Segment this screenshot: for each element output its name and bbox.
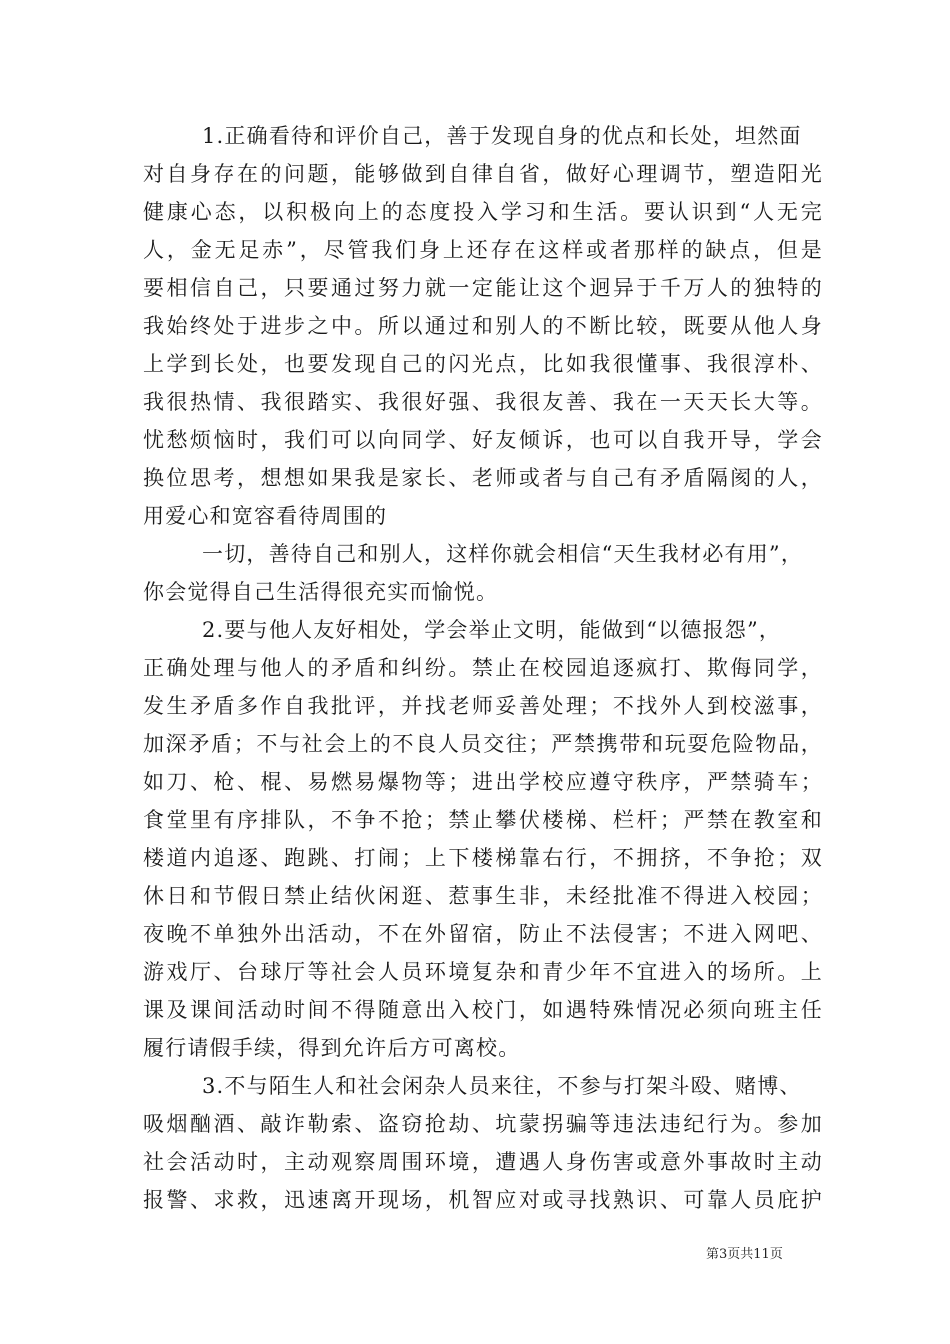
text-line: 一切，善待自己和别人，这样你就会相信“天生我材必有用”， — [202, 542, 804, 566]
text-line: 食堂里有序排队，不争不抢；禁止攀伏楼梯、栏杆；严禁在教室和 — [143, 808, 823, 832]
text-line: 报警、求救，迅速离开现场，机智应对或寻找熟识、可靠人员庇护 — [143, 1188, 823, 1212]
text-line: 履行请假手续，得到允许后方可离校。 — [143, 1036, 521, 1060]
text-line: 吸烟酗酒、敲诈勒索、盗窃抢劫、坑蒙拐骗等违法违纪行为。参加 — [143, 1112, 823, 1136]
page-number: 第3页共11页 — [706, 1247, 783, 1262]
text-line: 休日和节假日禁止结伙闲逛、惹事生非，未经批准不得进入校园； — [143, 884, 823, 908]
text-line: 3.不与陌生人和社会闲杂人员来往，不参与打架斗殴、赌博、 — [202, 1074, 802, 1098]
text-line: 正确处理与他人的矛盾和纠纷。禁止在校园追逐疯打、欺侮同学， — [143, 656, 823, 680]
text-line: 社会活动时，主动观察周围环境，遭遇人身伤害或意外事故时主动 — [143, 1150, 823, 1174]
text-line: 人，金无足赤”，尽管我们身上还存在这样或者那样的缺点，但是 — [143, 238, 823, 262]
text-line: 2.要与他人友好相处，学会举止文明，能做到“以德报怨”， — [202, 618, 782, 642]
text-line: 楼道内追逐、跑跳、打闹；上下楼梯靠右行，不拥挤，不争抢；双 — [143, 846, 823, 870]
text-line: 上学到长处，也要发现自己的闪光点，比如我很懂事、我很淳朴、 — [143, 352, 823, 376]
text-line: 用爱心和宽容看待周围的 — [143, 504, 388, 528]
text-line: 1.正确看待和评价自己，善于发现自身的优点和长处，坦然面 — [202, 124, 802, 148]
text-line: 游戏厅、台球厅等社会人员环境复杂和青少年不宜进入的场所。上 — [143, 960, 823, 984]
text-line: 健康心态，以积极向上的态度投入学习和生活。要认识到“人无完 — [143, 200, 823, 224]
text-line: 你会觉得自己生活得很充实而愉悦。 — [143, 580, 499, 604]
text-line: 换位思考，想想如果我是家长、老师或者与自己有矛盾隔阂的人， — [143, 466, 823, 490]
text-line: 要相信自己，只要通过努力就一定能让这个迥异于千万人的独特的 — [143, 276, 823, 300]
text-line: 发生矛盾多作自我批评，并找老师妥善处理；不找外人到校滋事， — [143, 694, 823, 718]
text-line: 课及课间活动时间不得随意出入校门，如遇特殊情况必须向班主任 — [143, 998, 823, 1022]
text-line: 夜晚不单独外出活动，不在外留宿，防止不法侵害；不进入网吧、 — [143, 922, 823, 946]
text-line: 对自身存在的问题，能够做到自律自省，做好心理调节，塑造阳光 — [143, 162, 823, 186]
text-line: 忧愁烦恼时，我们可以向同学、好友倾诉，也可以自我开导，学会 — [143, 428, 823, 452]
text-line: 加深矛盾；不与社会上的不良人员交往；严禁携带和玩耍危险物品， — [143, 732, 823, 756]
text-line: 如刀、枪、棍、易燃易爆物等；进出学校应遵守秩序，严禁骑车； — [143, 770, 823, 794]
text-line: 我很热情、我很踏实、我很好强、我很友善、我在一天天长大等。 — [143, 390, 823, 414]
text-line: 我始终处于进步之中。所以通过和别人的不断比较，既要从他人身 — [143, 314, 823, 338]
